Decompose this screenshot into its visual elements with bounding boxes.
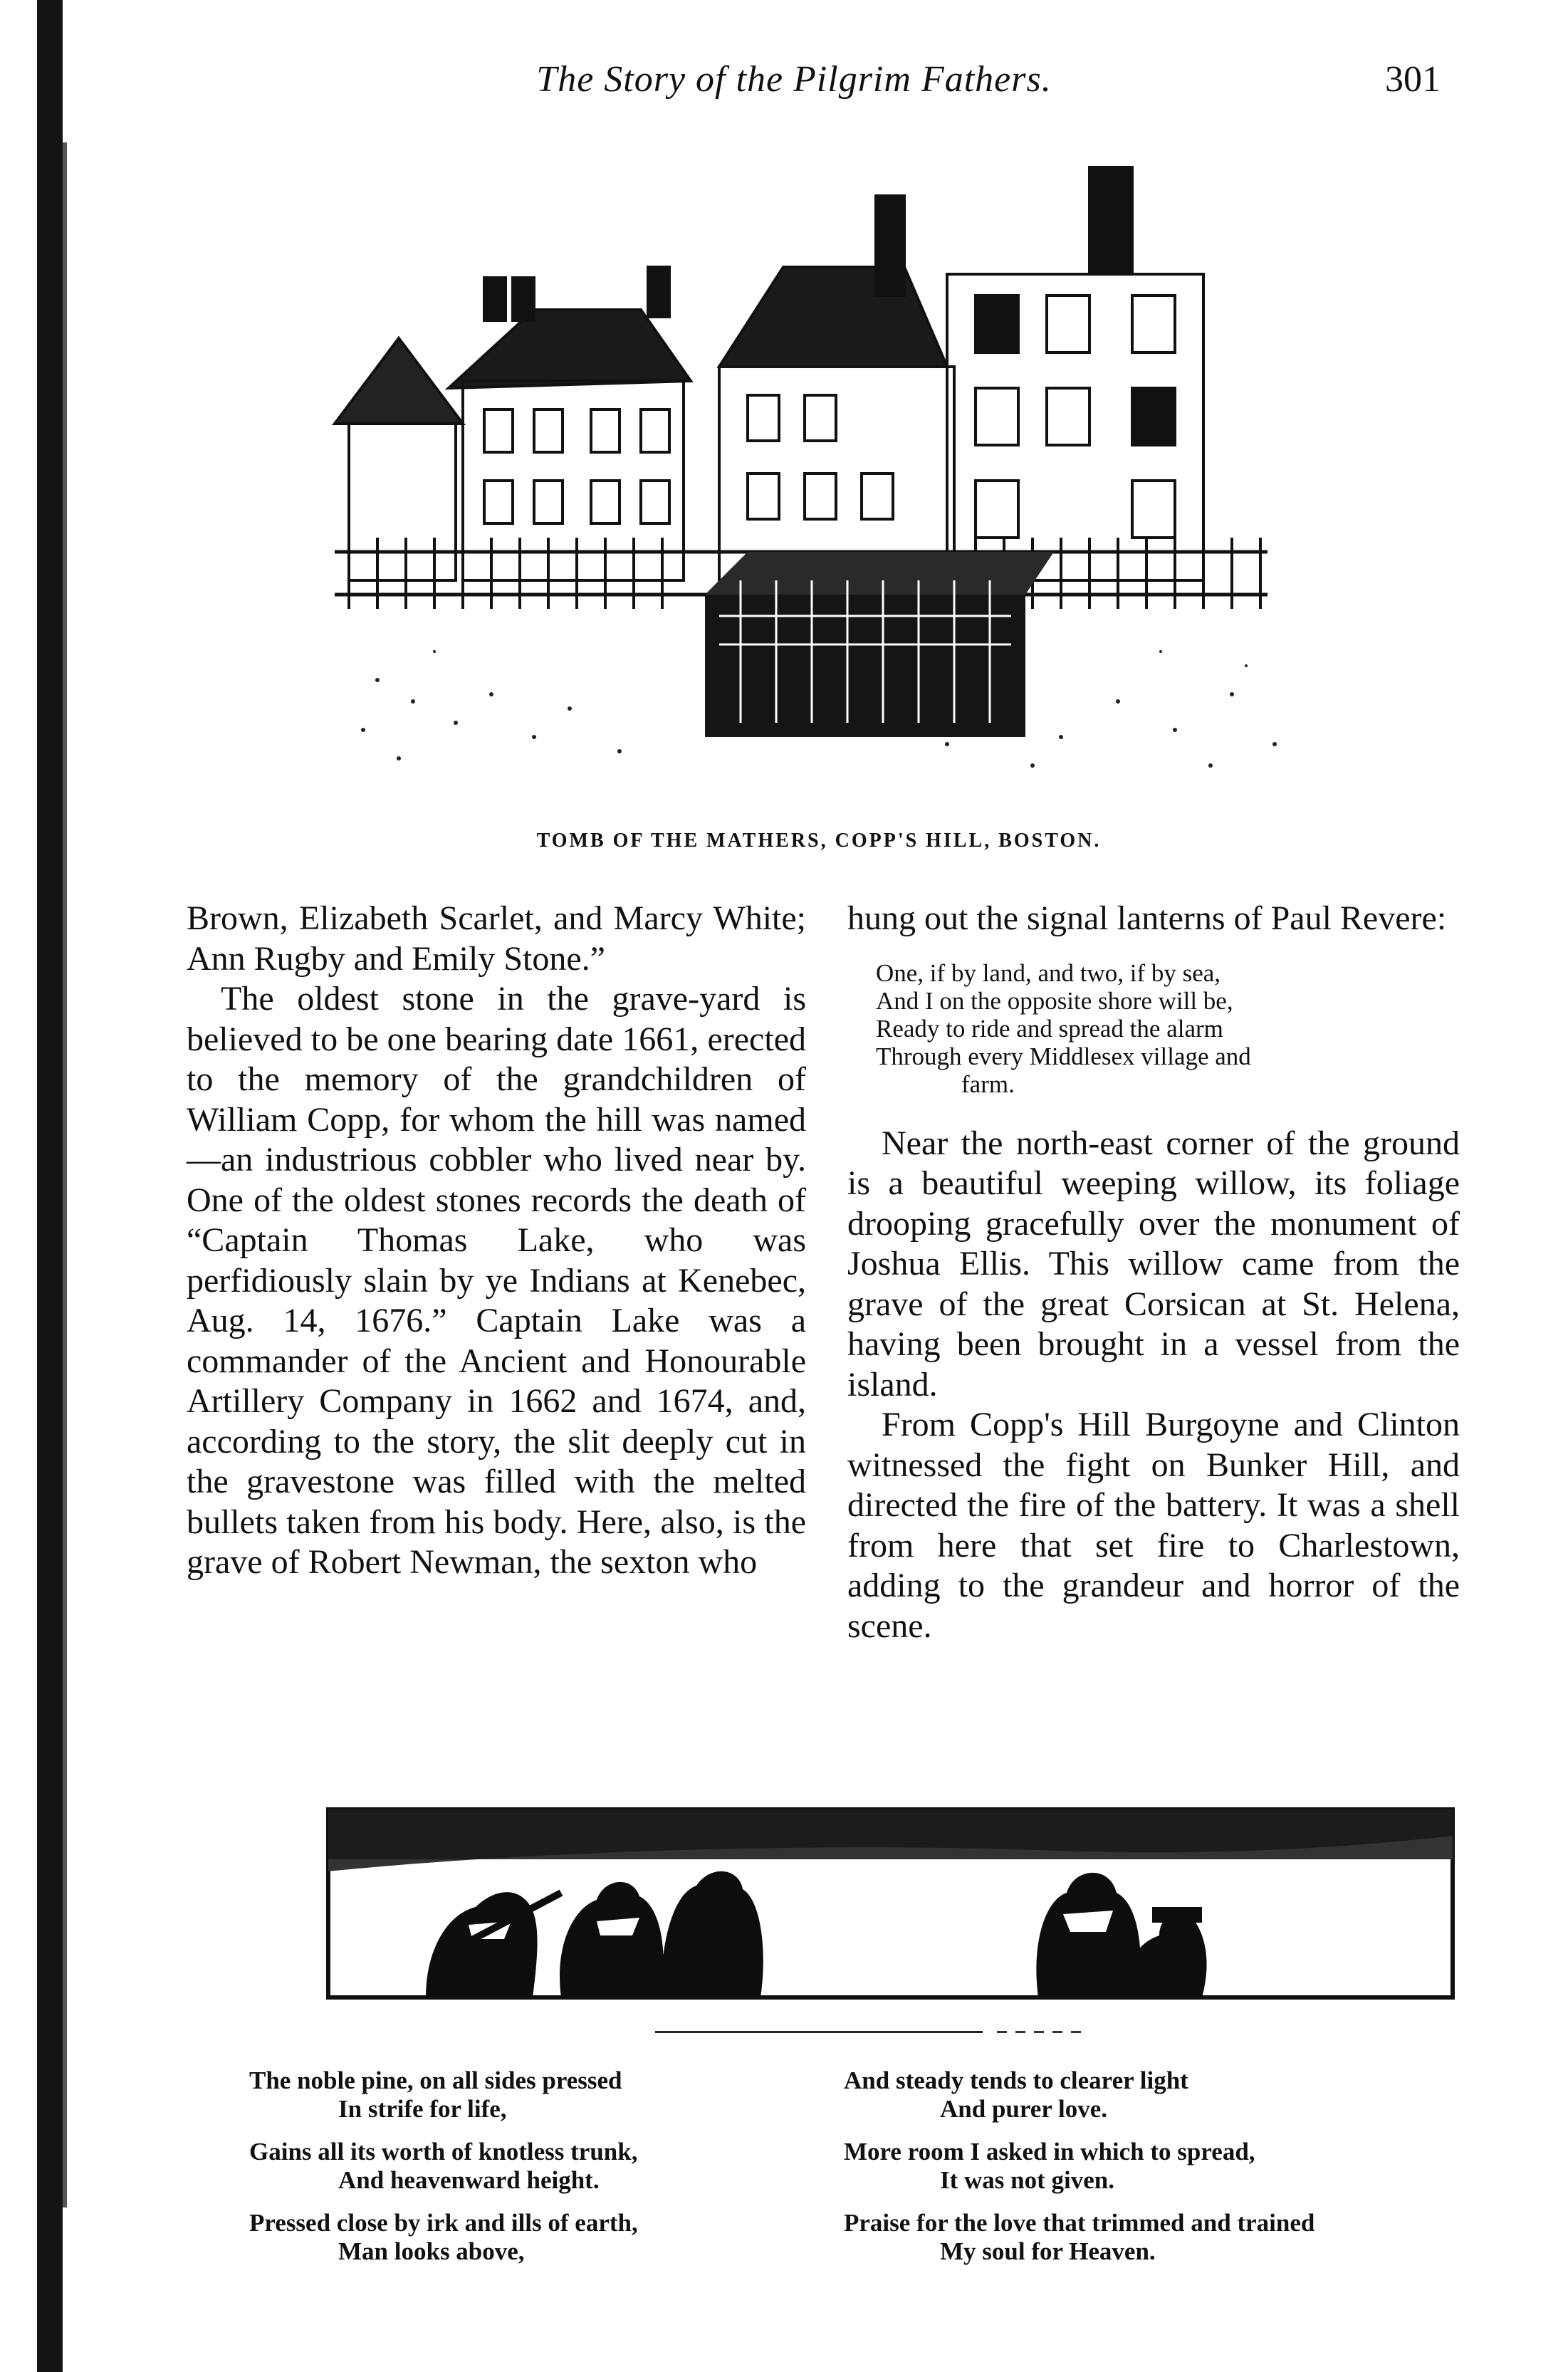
verse-line: Ready to ride and spread the alarm: [876, 1014, 1223, 1043]
paragraph: The oldest stone in the grave-yard is believed to be one bearing date 1661, erected to the memory of the grandchildren of William Copp, for whom the hill was named—an industrious cobbler who lived near by. One of the oldest stones records the death of “Captain Thomas Lake, who was perfidiously slain by ye Indians at Kenebec, Aug. 14, 1676.” Captain Lake was a commander of the Ancient and Honourable Artillery Company in 1662 and 1674, and, according to the story, the slit deeply cut in the gravestone was filled with the melted bullets taken from his body. Here, also, is the grave of Robert Newman, the sexton who: [187, 980, 806, 1581]
poem-column-left: [249, 2067, 833, 2280]
paragraph: Brown, Elizabeth Scarlet, and Marcy White; Ann Rugby and Emily Stone.”: [187, 899, 806, 978]
illustration-tomb-of-the-mathers: [320, 153, 1317, 780]
verse-line: And I on the opposite shore will be,: [876, 986, 1233, 1015]
illustration-pilgrim-silhouettes: [326, 1807, 1455, 2000]
poem-column-right: [844, 2067, 1485, 2280]
ornamental-rule-dashes: [997, 2031, 1089, 2033]
poem-line: Man looks above,: [338, 2237, 525, 2265]
text-column-right: [847, 899, 1460, 1646]
figure-caption: TOMB OF THE MATHERS, COPP'S HILL, BOSTON.: [536, 830, 1102, 852]
text-column-left: [187, 899, 806, 1583]
poem-line: And purer love.: [940, 2095, 1107, 2123]
poem-stanza: [844, 2209, 1485, 2266]
poem-line: Pressed close by irk and ills of earth,: [249, 2209, 638, 2237]
poem-line: My soul for Heaven.: [940, 2237, 1156, 2265]
verse-line: farm.: [961, 1070, 1015, 1098]
poem-stanza: [844, 2138, 1485, 2195]
paragraph: From Copp's Hill Burgoyne and Clinton witnessed the fight on Bunker Hill, and directed the fire of the battery. It was a shell from here that set fire to Charlestown, adding to the grandeur and horror of the scene.: [847, 1406, 1460, 1645]
ornamental-rule: [655, 2031, 983, 2033]
verse-line: Through every Middlesex village and: [876, 1042, 1251, 1070]
poem-line: In strife for life,: [338, 2095, 507, 2123]
house-right: [719, 167, 1203, 580]
gutter-shadow: [63, 142, 67, 2208]
poem-line: And heavenward height.: [338, 2166, 600, 2194]
poem-line: The noble pine, on all sides pressed: [249, 2067, 622, 2094]
poem-line: And steady tends to clearer light: [844, 2067, 1188, 2094]
poem-line: It was not given.: [940, 2166, 1115, 2194]
poem-stanza: [844, 2067, 1485, 2123]
book-spine-edge: [37, 0, 63, 2372]
poem-line: Praise for the love that trimmed and trained: [844, 2209, 1315, 2237]
verse-quotation: [876, 959, 1460, 1098]
poem-stanza: [249, 2138, 833, 2195]
poem-stanza: [249, 2067, 833, 2123]
poem-line: More room I asked in which to spread,: [844, 2138, 1255, 2165]
house-left: [335, 267, 691, 580]
poem-stanza: [249, 2209, 833, 2266]
verse-line: One, if by land, and two, if by sea,: [876, 958, 1221, 987]
paragraph: hung out the signal lanterns of Paul Revere:: [847, 899, 1447, 937]
running-title: The Story of the Pilgrim Fathers.: [536, 59, 1052, 100]
tomb-enclosure: [705, 552, 1054, 737]
paragraph: Near the north-east corner of the ground is a beautiful weeping willow, its foliage drooping gracefully over the monument of Joshua Ellis. This willow came from the grave of the great Corsican at St. Helena, having been brought in a vessel from the island.: [847, 1124, 1460, 1404]
page-number: 301: [1385, 59, 1441, 100]
poem-line: Gains all its worth of knotless trunk,: [249, 2138, 638, 2165]
